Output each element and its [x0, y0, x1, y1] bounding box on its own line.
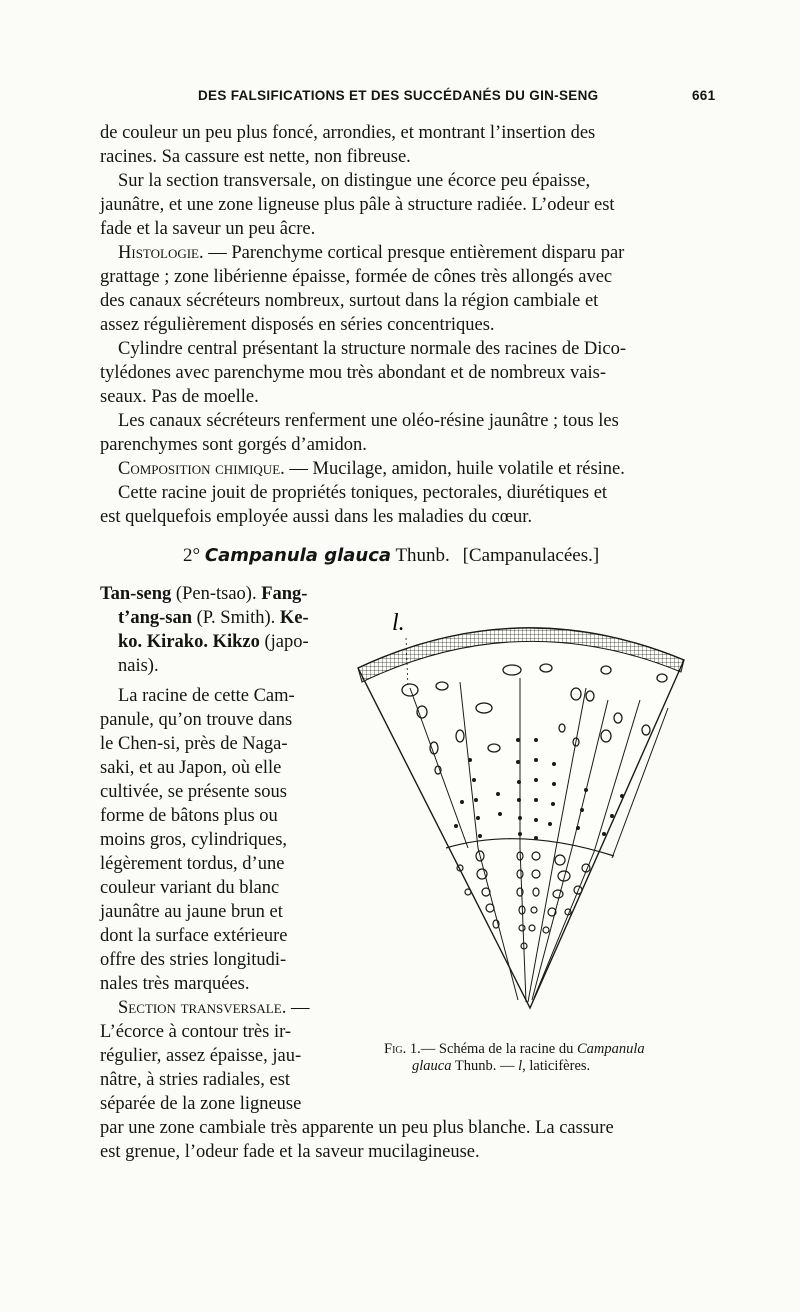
body-line: est grenue, l’odeur fade et la saveur mucilagineuse.	[100, 1142, 480, 1162]
histologie-text: — Parenchyme cortical presque entièrement disparu par	[203, 243, 625, 263]
histologie-heading: Histologie.	[118, 243, 204, 263]
left-column-line: couleur variant du blanc	[100, 878, 280, 898]
left-column-line: nales très marquées.	[100, 974, 250, 994]
body-line: par une zone cambiale très apparente un peu plus blanche. La cassure	[100, 1118, 614, 1138]
synonym-line	[118, 606, 309, 630]
synonym-line	[118, 630, 309, 654]
section-transversale-line	[118, 996, 309, 1020]
left-column-line: jaunâtre au jaune brun et	[100, 902, 283, 922]
left-column-line: panule, qu’on trouve dans	[100, 710, 293, 730]
caption-species: glauca	[412, 1058, 452, 1074]
caption-species: Campanula	[576, 1041, 645, 1057]
synonym-line: nais).	[118, 656, 159, 676]
synonym-source: (japo-	[259, 632, 309, 652]
synonym-name: Tan-seng	[100, 584, 172, 604]
body-line: jaunâtre, et une zone ligneuse plus pâle à structure radiée. L’odeur est	[100, 195, 615, 215]
caption-text: — Schéma de la racine du	[420, 1041, 577, 1057]
composition-text: — Mucilage, amidon, huile volatile et résine.	[284, 459, 625, 479]
left-column-line: dont la surface extérieure	[100, 926, 288, 946]
body-line: seaux. Pas de moelle.	[100, 387, 259, 407]
section-number: 2°	[183, 545, 201, 566]
left-column-line: L’écorce à contour très ir-	[100, 1022, 292, 1042]
body-line: de couleur un peu plus foncé, arrondies, et montrant l’insertion des	[100, 123, 596, 143]
synonym-name: ko. Kirako. Kikzo	[118, 632, 260, 652]
body-line: racines. Sa cassure est nette, non fibreuse.	[100, 147, 411, 167]
body-line: tylédones avec parenchyme mou très abondant et de nombreux vais-	[100, 363, 607, 383]
species-name: Campanula glauca	[204, 545, 392, 566]
campanula-root-section-figure	[350, 590, 700, 1030]
left-column-line: forme de bâtons plus ou	[100, 806, 278, 826]
body-line: fade et la saveur un peu âcre.	[100, 219, 316, 239]
left-column-line: séparée de la zone ligneuse	[100, 1094, 302, 1114]
body-line: Sur la section transversale, on distingue une écorce peu épaisse,	[118, 171, 591, 191]
left-column-line: le Chen-si, près de Naga-	[100, 734, 288, 754]
running-header	[0, 86, 800, 110]
synonym-name: Fang-	[261, 584, 308, 604]
left-column-line: offre des stries longitudi-	[100, 950, 287, 970]
caption-text: Thunb. —	[451, 1058, 519, 1074]
figure-caption-line-2	[412, 1057, 590, 1076]
body-line: parenchymes sont gorgés d’amidon.	[100, 435, 367, 455]
left-column-line: nâtre, à stries radiales, est	[100, 1070, 291, 1090]
synonym-name: t’ang-san	[118, 608, 193, 628]
left-column-line: moins gros, cylindriques,	[100, 830, 288, 850]
species-family: [Campanulacées.]	[462, 545, 600, 566]
body-line: est quelquefois employée aussi dans les maladies du cœur.	[100, 507, 533, 527]
synonym-source: (Pen-tsao).	[171, 584, 262, 604]
histologie-line	[118, 241, 624, 265]
dash: —	[286, 998, 310, 1018]
section-title	[183, 544, 599, 568]
composition-line	[118, 457, 625, 481]
left-column-line: cultivée, se présente sous	[100, 782, 287, 802]
left-column-line: La racine de cette Cam-	[118, 686, 295, 706]
left-column-line: régulier, assez épaisse, jau-	[100, 1046, 302, 1066]
body-line: Cette racine jouit de propriétés toniques, pectorales, diurétiques et	[118, 483, 608, 503]
left-column-line: légèrement tordus, d’une	[100, 854, 285, 874]
synonym-name: Ke-	[279, 608, 309, 628]
body-line: assez régulièrement disposés en séries concentriques.	[100, 315, 495, 335]
body-line: Les canaux sécréteurs renferment une oléo-résine jaunâtre ; tous les	[118, 411, 619, 431]
left-column-line: saki, et au Japon, où elle	[100, 758, 282, 778]
body-line: des canaux sécréteurs nombreux, surtout dans la région cambiale et	[100, 291, 599, 311]
running-title: DES FALSIFICATIONS ET DES SUCCÉDANÉS DU GIN-SENG	[198, 88, 599, 103]
caption-symbol: l	[518, 1058, 523, 1074]
synonym-source: (P. Smith).	[192, 608, 280, 628]
composition-heading: Composition chimique.	[118, 459, 285, 479]
body-line: grattage ; zone libérienne épaisse, formée de cônes très allongés avec	[100, 267, 613, 287]
species-author: Thunb.	[391, 545, 450, 566]
page-number: 661	[692, 88, 716, 103]
figure-label-l: l.	[392, 610, 405, 636]
body-line: Cylindre central présentant la structure normale des racines de Dico-	[118, 339, 627, 359]
figure-number: Fig. 1.	[384, 1041, 421, 1057]
synonym-line	[100, 582, 307, 606]
caption-text: , laticifères.	[522, 1058, 591, 1074]
section-transversale-heading: Section transversale.	[118, 998, 287, 1018]
